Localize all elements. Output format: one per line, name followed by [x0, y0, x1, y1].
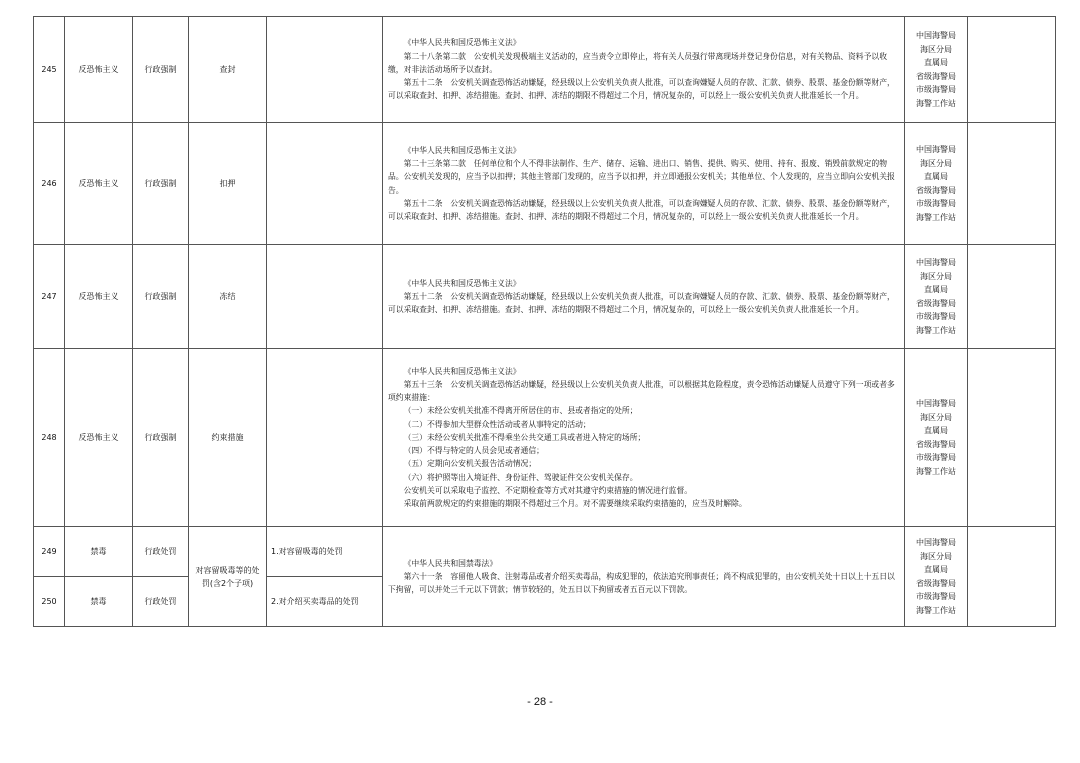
- legal-basis: [383, 123, 905, 245]
- law-paragraph: 采取前两款规定的约束措施的期限不得超过三个月。对不需要继续采取约束措施的，应当及时解除。: [403, 498, 747, 508]
- table-row: [34, 527, 1056, 577]
- item-number: 247: [34, 245, 65, 349]
- agency-name: 中国海警局: [916, 258, 956, 267]
- item-category: 禁毒: [65, 577, 133, 627]
- agency-name: 海区分局: [920, 158, 952, 168]
- item-subitem: [267, 123, 383, 245]
- agency-name: 海警工作站: [916, 605, 956, 615]
- agency-name: 省级海警局: [916, 439, 956, 449]
- agency-name: 省级海警局: [916, 71, 956, 81]
- law-paragraph: （四）不得与特定的人员会见或者通信；: [403, 446, 544, 456]
- agency-name: 省级海警局: [916, 578, 956, 588]
- law-paragraph: 《中华人民共和国反恐怖主义法》: [403, 366, 521, 376]
- agency-name: 市级海警局: [916, 85, 956, 94]
- item-number: 248: [34, 349, 65, 527]
- responsible-agency: [905, 527, 968, 627]
- law-paragraph: （一）未经公安机关批准不得离开所居住的市、县或者指定的处所；: [403, 406, 638, 416]
- item-type: 行政处罚: [133, 577, 189, 627]
- remarks: [968, 17, 1056, 123]
- agency-name: 海区分局: [920, 551, 952, 561]
- agency-name: 海区分局: [920, 412, 952, 422]
- agency-name: 市级海警局: [916, 592, 956, 601]
- legal-basis: [383, 349, 905, 527]
- item-measure: 对容留吸毒等的处罚(含2个子项): [189, 527, 267, 627]
- agency-name: 直属局: [924, 426, 948, 435]
- item-category: 反恐怖主义: [65, 17, 133, 123]
- law-paragraph: 第二十八条第二款 公安机关发现极端主义活动的，应当责令立即停止，将有关人员强行带离现场并登记身份信息，对有关物品、资料予以收缴，对非法活动场所予以查封。: [388, 51, 887, 74]
- legal-basis: [383, 245, 905, 349]
- table-row: [34, 123, 1056, 245]
- item-number: 245: [34, 17, 65, 123]
- page-number: - 28 -: [527, 696, 553, 708]
- item-measure: 扣押: [189, 123, 267, 245]
- legal-basis: [383, 527, 905, 627]
- item-number: 250: [34, 577, 65, 627]
- law-paragraph: 公安机关可以采取电子监控、不定期检查等方式对其遵守约束措施的情况进行监督。: [403, 485, 693, 495]
- item-type: 行政强制: [133, 349, 189, 527]
- item-type: 行政强制: [133, 123, 189, 245]
- law-paragraph: 《中华人民共和国反恐怖主义法》: [403, 38, 521, 48]
- law-paragraph: （二）不得参加大型群众性活动或者从事特定的活动；: [403, 419, 591, 429]
- agency-name: 市级海警局: [916, 453, 956, 462]
- agency-name: 省级海警局: [916, 185, 956, 195]
- agency-name: 中国海警局: [916, 399, 956, 408]
- law-paragraph: 《中华人民共和国反恐怖主义法》: [403, 145, 521, 155]
- item-subitem: 1.对容留吸毒的处罚: [267, 527, 383, 577]
- law-paragraph: 第六十一条 容留他人吸食、注射毒品或者介绍买卖毒品，构成犯罪的，依法追究刑事责任；尚不构成犯罪的，由公安机关处十日以上十五日以下拘留，可以并处三千元以下罚款；情节较轻的，处五日以下拘留或者五百元以下罚款。: [388, 571, 895, 595]
- item-category: 反恐怖主义: [65, 349, 133, 527]
- law-paragraph: 《中华人民共和国反恐怖主义法》: [403, 278, 521, 288]
- agency-name: 海警工作站: [916, 98, 956, 108]
- item-subitem: 2.对介绍买卖毒品的处罚: [267, 577, 383, 627]
- item-type: 行政处罚: [133, 527, 189, 577]
- agency-name: 中国海警局: [916, 538, 956, 547]
- law-paragraph: 第五十二条 公安机关调查恐怖活动嫌疑，经县级以上公安机关负责人批准，可以查询嫌疑人员的存款、汇款、债券、股票、基金份额等财产，可以采取查封、扣押、冻结措施。查封、扣押、冻结的期限不得超过二个月，情况复杂的，可以经上一级公安机关负责人批准延长一个月。: [388, 291, 895, 315]
- item-subitem: [267, 17, 383, 123]
- remarks: [968, 123, 1056, 245]
- remarks: [968, 527, 1056, 627]
- table-row: [34, 245, 1056, 349]
- agency-name: 海警工作站: [916, 325, 956, 335]
- item-measure: 查封: [189, 17, 267, 123]
- responsible-agency: [905, 123, 968, 245]
- law-paragraph: 第五十三条 公安机关调查恐怖活动嫌疑，经县级以上公安机关负责人批准，可以根据其危险程度，责令恐怖活动嫌疑人员遵守下列一项或者多项约束措施：: [388, 380, 895, 403]
- agency-name: 直属局: [924, 565, 948, 574]
- agency-name: 海区分局: [920, 44, 952, 54]
- responsible-agency: [905, 245, 968, 349]
- remarks: [968, 245, 1056, 349]
- law-paragraph: 第五十二条 公安机关调查恐怖活动嫌疑，经县级以上公安机关负责人批准，可以查询嫌疑人员的存款、汇款、债券、股票、基金份额等财产，可以采取查封、扣押、冻结措施。查封、扣押、冻结的期限不得超过二个月，情况复杂的，可以经上一级公安机关负责人批准延长一个月。: [388, 198, 895, 221]
- item-subitem: [267, 349, 383, 527]
- item-category: 反恐怖主义: [65, 123, 133, 245]
- enforcement-table: [33, 16, 1056, 627]
- item-measure: 约束措施: [189, 349, 267, 527]
- responsible-agency: [905, 17, 968, 123]
- table-body: [34, 17, 1056, 627]
- legal-basis: [383, 17, 905, 123]
- item-number: 249: [34, 527, 65, 577]
- remarks: [968, 349, 1056, 527]
- agency-name: 市级海警局: [916, 199, 956, 208]
- agency-name: 市级海警局: [916, 312, 956, 321]
- table-row: [34, 349, 1056, 527]
- law-paragraph: （六）将护照等出入境证件、身份证件、驾驶证件交公安机关保存。: [403, 472, 638, 482]
- law-paragraph: （三）未经公安机关批准不得乘坐公共交通工具或者进入特定的场所；: [403, 432, 646, 442]
- item-category: 禁毒: [65, 527, 133, 577]
- item-type: 行政强制: [133, 17, 189, 123]
- table-row: [34, 17, 1056, 123]
- law-paragraph: （五）定期向公安机关报告活动情况；: [403, 459, 537, 469]
- agency-name: 省级海警局: [916, 298, 956, 308]
- agency-name: 海警工作站: [916, 466, 956, 476]
- item-type: 行政强制: [133, 245, 189, 349]
- item-measure: 冻结: [189, 245, 267, 349]
- agency-name: 海区分局: [920, 271, 952, 281]
- agency-name: 中国海警局: [916, 31, 956, 40]
- item-category: 反恐怖主义: [65, 245, 133, 349]
- law-paragraph: 《中华人民共和国禁毒法》: [403, 558, 498, 568]
- law-paragraph: 第二十三条第二款 任何单位和个人不得非法制作、生产、储存、运输、进出口、销售、提供、购买、使用、持有、报废、销毁前款规定的物品。公安机关发现的，应当予以扣押；其他主管部门发现的，应当予以扣押，并立即通报公安机关；其他单位、个人发现的，应当立即向公安机关报告。: [388, 159, 895, 195]
- responsible-agency: [905, 349, 968, 527]
- agency-name: 直属局: [924, 285, 948, 294]
- law-paragraph: 第五十二条 公安机关调查恐怖活动嫌疑，经县级以上公安机关负责人批准，可以查询嫌疑人员的存款、汇款、债券、股票、基金份额等财产，可以采取查封、扣押、冻结措施。查封、扣押、冻结的期限不得超过二个月，情况复杂的，可以经上一级公安机关负责人批准延长一个月。: [388, 78, 895, 101]
- item-number: 246: [34, 123, 65, 245]
- agency-name: 海警工作站: [916, 212, 956, 222]
- agency-name: 直属局: [924, 172, 948, 181]
- agency-name: 中国海警局: [916, 145, 956, 154]
- item-subitem: [267, 245, 383, 349]
- agency-name: 直属局: [924, 58, 948, 67]
